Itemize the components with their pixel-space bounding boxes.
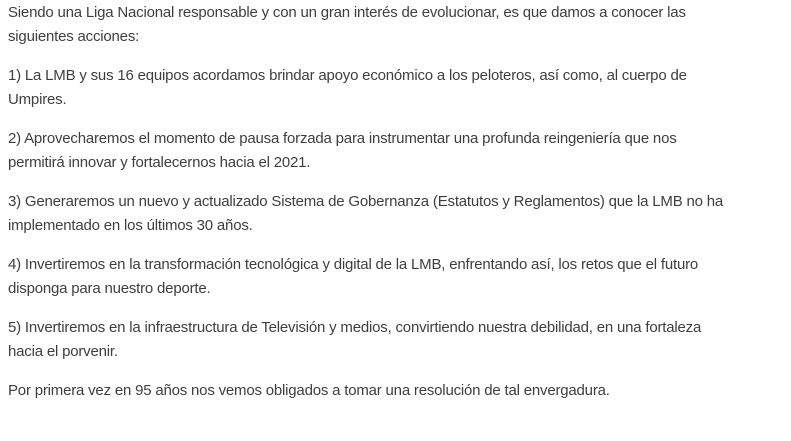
paragraph-line: 2) Aprovecharemos el momento de pausa forzada para instrumentar una profunda reingeniería que nos xyxy=(8,130,677,147)
paragraph-action-2 xyxy=(8,127,783,175)
paragraph-line: implementado en los últimos 30 años. xyxy=(8,217,253,234)
paragraph-line: hacia el porvenir. xyxy=(8,343,118,360)
paragraph-line: siguientes acciones: xyxy=(8,28,140,45)
paragraph-line: Siendo una Liga Nacional responsable y con un gran interés de evolucionar, es que damos a conocer las xyxy=(8,4,686,21)
paragraph-line: 4) Invertiremos en la transformación tecnológica y digital de la LMB, enfrentando así, los retos que el futuro xyxy=(8,256,699,273)
paragraph-action-3 xyxy=(8,190,783,238)
paragraph-line: Por primera vez en 95 años nos vemos obligados a tomar una resolución de tal envergadura. xyxy=(8,382,610,399)
paragraph-line: permitirá innovar y fortalecernos hacia el 2021. xyxy=(8,154,311,171)
paragraph-closing xyxy=(8,379,783,403)
paragraph-line: Umpires. xyxy=(8,91,67,108)
paragraph-line: disponga para nuestro deporte. xyxy=(8,280,211,297)
paragraph-line: 3) Generaremos un nuevo y actualizado Sistema de Gobernanza (Estatutos y Reglamentos) que la LMB no ha xyxy=(8,193,724,210)
paragraph-action-1 xyxy=(8,64,783,112)
paragraph-action-4 xyxy=(8,253,783,301)
paragraph-line: 5) Invertiremos en la infraestructura de Televisión y medios, convirtiendo nuestra debilidad, en una fortaleza xyxy=(8,319,702,336)
paragraph-line: 1) La LMB y sus 16 equipos acordamos brindar apoyo económico a los peloteros, así como, al cuerpo de xyxy=(8,67,687,84)
paragraph-action-5 xyxy=(8,316,783,364)
paragraph-intro xyxy=(8,1,783,49)
